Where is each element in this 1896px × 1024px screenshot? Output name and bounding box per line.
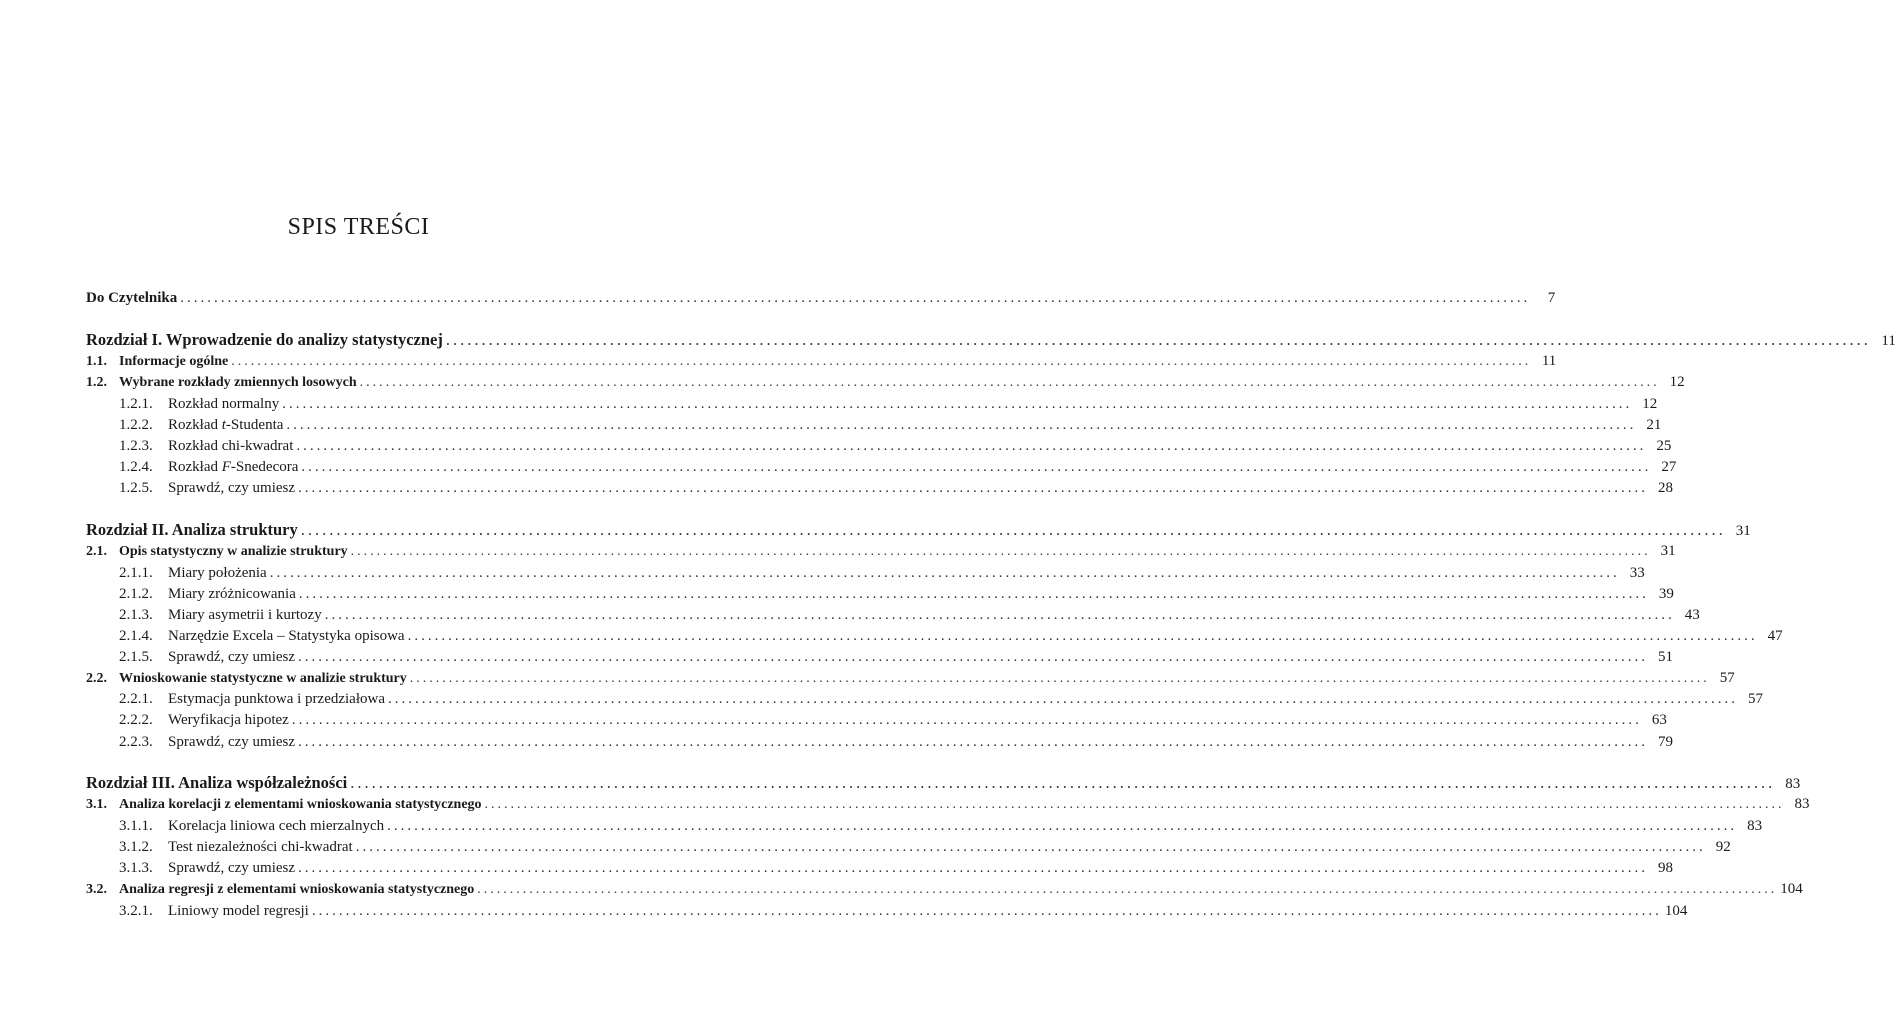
dot-leader: ........................................................................................................................................................................................................: [269, 565, 1620, 581]
toc-entry-number: 2.2.: [86, 671, 107, 686]
toc-entry-number: 2.1.1.: [119, 565, 153, 581]
toc-entry-label: Narzędzie Excela – Statystyka opisowa: [168, 628, 405, 644]
toc-entry-label-part: -Snedecora: [230, 459, 299, 475]
toc-entry-page-number: 39: [1658, 586, 1674, 602]
toc-entry-label: Analiza regresji z elementami wnioskowania statystycznego: [119, 882, 475, 897]
toc-entry[interactable]: [86, 815, 1763, 837]
toc-entry-page-number: 63: [1651, 712, 1667, 728]
toc-entry[interactable]: [86, 540, 1676, 562]
dot-leader: ........................................................................................................................................................................................................: [359, 375, 1660, 390]
toc-entry-label: Estymacja punktowa i przedziałowa: [168, 691, 386, 707]
toc-entry-page-number: 92: [1715, 839, 1731, 855]
toc-entry-label: Rozkład chi-kwadrat: [168, 438, 294, 454]
toc-entry-page-number: 12: [1642, 396, 1658, 412]
toc-entry-page-number: 104: [1664, 903, 1688, 919]
toc-entry-label: Liniowy model regresji: [168, 903, 309, 919]
dot-leader: ........................................................................................................................................................................................................: [388, 691, 1739, 707]
toc-entry-label: Miary położenia: [168, 565, 267, 581]
toc-entry-number: 1.2.2.: [119, 417, 153, 433]
toc-entry-page-number: 31: [1735, 523, 1751, 539]
toc-entry[interactable]: [86, 287, 1556, 309]
toc-entry-number: 1.2.1.: [119, 396, 153, 412]
toc-entry-page-number: 104: [1780, 881, 1803, 897]
toc-entry-page-number: 79: [1658, 734, 1674, 750]
toc-entry-number: 1.1.: [86, 354, 107, 369]
dot-leader: ........................................................................................................................................................................................................: [300, 520, 1726, 539]
toc-entry-label: Korelacja liniowa cech mierzalnych: [168, 818, 385, 834]
toc-entry-page-number: 12: [1669, 374, 1685, 390]
toc-entry-label: Miary asymetrii i kurtozy: [168, 607, 322, 623]
toc-entry[interactable]: [86, 772, 1801, 794]
toc-entry-number: 3.2.: [86, 882, 107, 897]
toc-entry[interactable]: [86, 519, 1751, 541]
toc-entry-number: 2.1.: [86, 544, 107, 559]
toc-entry-page-number: 51: [1658, 649, 1674, 665]
toc-entry-page-number: 83: [1747, 818, 1763, 834]
toc-entry-page-number: 7: [1547, 290, 1556, 306]
dot-leader: ........................................................................................................................................................................................................: [298, 860, 1649, 876]
dot-leader: ........................................................................................................................................................................................................: [231, 354, 1532, 369]
toc-entry-label-italic: t: [221, 417, 226, 433]
toc-entry-label: Rozdział I. Wprowadzenie do analizy statystycznej: [86, 330, 443, 349]
toc-entry-number: 2.1.3.: [119, 607, 153, 623]
toc-entry[interactable]: [86, 878, 1803, 900]
toc-entry-number: 2.2.1.: [119, 691, 153, 707]
toc-entry[interactable]: [86, 688, 1764, 710]
toc-entry-label: Opis statystyczny w analizie struktury: [119, 544, 348, 559]
toc-entry-number: 3.1.1.: [119, 818, 153, 834]
dot-leader: ........................................................................................................................................................................................................: [298, 649, 1649, 665]
toc-entry-label: Do Czytelnika: [86, 290, 178, 306]
toc-entry[interactable]: [86, 857, 1674, 879]
toc-entry[interactable]: [86, 393, 1658, 415]
toc-entry-number: 3.2.1.: [119, 903, 153, 919]
dot-leader: ........................................................................................................................................................................................................: [350, 773, 1776, 792]
toc-entry[interactable]: [86, 709, 1667, 731]
toc-entry-number: 2.1.4.: [119, 628, 153, 644]
toc-entry-page-number: 57: [1748, 691, 1764, 707]
dot-leader: ........................................................................................................................................................................................................: [282, 396, 1633, 412]
toc-entry[interactable]: [86, 435, 1672, 457]
toc-entry-label: Miary zróżnicowania: [168, 586, 296, 602]
toc-entry-label: Sprawdź, czy umiesz: [168, 649, 296, 665]
toc-entry-page-number: 47: [1767, 628, 1783, 644]
toc-entry[interactable]: [86, 646, 1674, 668]
toc-entry-label: [168, 414, 283, 436]
toc-entry-page-number: 98: [1658, 860, 1674, 876]
toc-entry-label: Weryfikacja hipotez: [168, 712, 289, 728]
dot-leader: ........................................................................................................................................................................................................: [445, 330, 1871, 349]
toc-entry-label: Sprawdź, czy umiesz: [168, 734, 296, 750]
toc-entry-label: Analiza korelacji z elementami wnioskowania statystycznego: [119, 797, 482, 812]
toc-entry-number: 2.2.2.: [119, 712, 153, 728]
toc-entry-page-number: 57: [1719, 670, 1735, 686]
dot-leader: ........................................................................................................................................................................................................: [324, 607, 1675, 623]
dot-leader: ........................................................................................................................................................................................................: [301, 459, 1652, 475]
toc-entry-number: 1.2.5.: [119, 480, 153, 496]
toc-entry-page-number: 21: [1646, 417, 1662, 433]
toc-entry-page-number: 11: [1881, 333, 1896, 349]
toc-entry-label-part: Rozkład: [168, 417, 222, 433]
dot-leader: ........................................................................................................................................................................................................: [409, 671, 1710, 686]
toc-entry-label-part: Rozkład: [168, 459, 222, 475]
dot-leader: ........................................................................................................................................................................................................: [291, 712, 1642, 728]
toc-entry-page-number: 27: [1661, 459, 1677, 475]
toc-entry-page-number: 25: [1656, 438, 1672, 454]
toc-entry-number: 2.2.3.: [119, 734, 153, 750]
toc-entry-label-part: -Studenta: [225, 417, 284, 433]
toc-entry-label: Sprawdź, czy umiesz: [168, 860, 296, 876]
toc-entry[interactable]: [86, 456, 1677, 478]
toc-entry-number: 2.1.5.: [119, 649, 153, 665]
dot-leader: ........................................................................................................................................................................................................: [296, 438, 1647, 454]
toc-entry-number: 3.1.3.: [119, 860, 153, 876]
toc-entry-page-number: 11: [1541, 353, 1557, 369]
dot-leader: ........................................................................................................................................................................................................: [286, 417, 1637, 433]
dot-leader: ........................................................................................................................................................................................................: [298, 480, 1649, 496]
dot-leader: ........................................................................................................................................................................................................: [484, 797, 1785, 812]
toc-entry-page-number: 28: [1658, 480, 1674, 496]
toc-entry-label: Informacje ogólne: [119, 354, 229, 369]
toc-entry-number: 1.2.3.: [119, 438, 153, 454]
toc-entry-label: Rozdział II. Analiza struktury: [86, 520, 298, 539]
toc-entry[interactable]: [86, 625, 1783, 647]
toc-entry[interactable]: [86, 900, 1688, 922]
toc-entry[interactable]: [86, 836, 1731, 858]
dot-leader: ........................................................................................................................................................................................................: [350, 544, 1651, 559]
dot-leader: ........................................................................................................................................................................................................: [387, 818, 1738, 834]
toc-entry[interactable]: [86, 350, 1557, 372]
dot-leader: ........................................................................................................................................................................................................: [355, 839, 1706, 855]
toc-entry-label: [168, 456, 298, 478]
toc-entry[interactable]: [86, 604, 1700, 626]
toc-entry[interactable]: [86, 667, 1735, 689]
toc-entry[interactable]: [86, 583, 1674, 605]
toc-entry-label-italic: F: [221, 459, 231, 475]
dot-leader: ........................................................................................................................................................................................................: [298, 734, 1649, 750]
toc-entry-label: Wybrane rozkłady zmiennych losowych: [119, 375, 357, 390]
dot-leader: ........................................................................................................................................................................................................: [298, 586, 1649, 602]
toc-entry-page-number: 31: [1660, 543, 1676, 559]
toc-entry[interactable]: [86, 562, 1645, 584]
toc-entry-page-number: 33: [1629, 565, 1645, 581]
toc-entry[interactable]: [86, 371, 1685, 393]
toc-entry[interactable]: [86, 731, 1674, 753]
toc-entry-page-number: 83: [1794, 796, 1810, 812]
toc-entry[interactable]: [86, 329, 1896, 351]
toc-entry-label: Rozkład normalny: [168, 396, 280, 412]
dot-leader: ........................................................................................................................................................................................................: [180, 290, 1531, 306]
toc-entry-label: Test niezależności chi-kwadrat: [168, 839, 353, 855]
toc-entry-number: 1.2.4.: [119, 459, 153, 475]
toc-entry-number: 2.1.2.: [119, 586, 153, 602]
toc-entry[interactable]: [86, 477, 1674, 499]
toc-entry-label: Rozdział III. Analiza współzależności: [86, 773, 348, 792]
page-title: SPIS TREŚCI: [287, 214, 430, 241]
toc-entry[interactable]: [86, 414, 1662, 436]
dot-leader: ........................................................................................................................................................................................................: [477, 882, 1778, 897]
toc-entry-label: Wnioskowanie statystyczne w analizie struktury: [119, 671, 407, 686]
dot-leader: ........................................................................................................................................................................................................: [311, 903, 1662, 919]
toc-entry-label: Sprawdź, czy umiesz: [168, 480, 296, 496]
dot-leader: ........................................................................................................................................................................................................: [407, 628, 1758, 644]
toc-entry-number: 1.2.: [86, 375, 107, 390]
toc-entry-number: 3.1.2.: [119, 839, 153, 855]
toc-entry[interactable]: [86, 793, 1810, 815]
toc-entry-page-number: 43: [1684, 607, 1700, 623]
toc-entry-number: 3.1.: [86, 797, 107, 812]
toc-entry-page-number: 83: [1785, 776, 1801, 792]
